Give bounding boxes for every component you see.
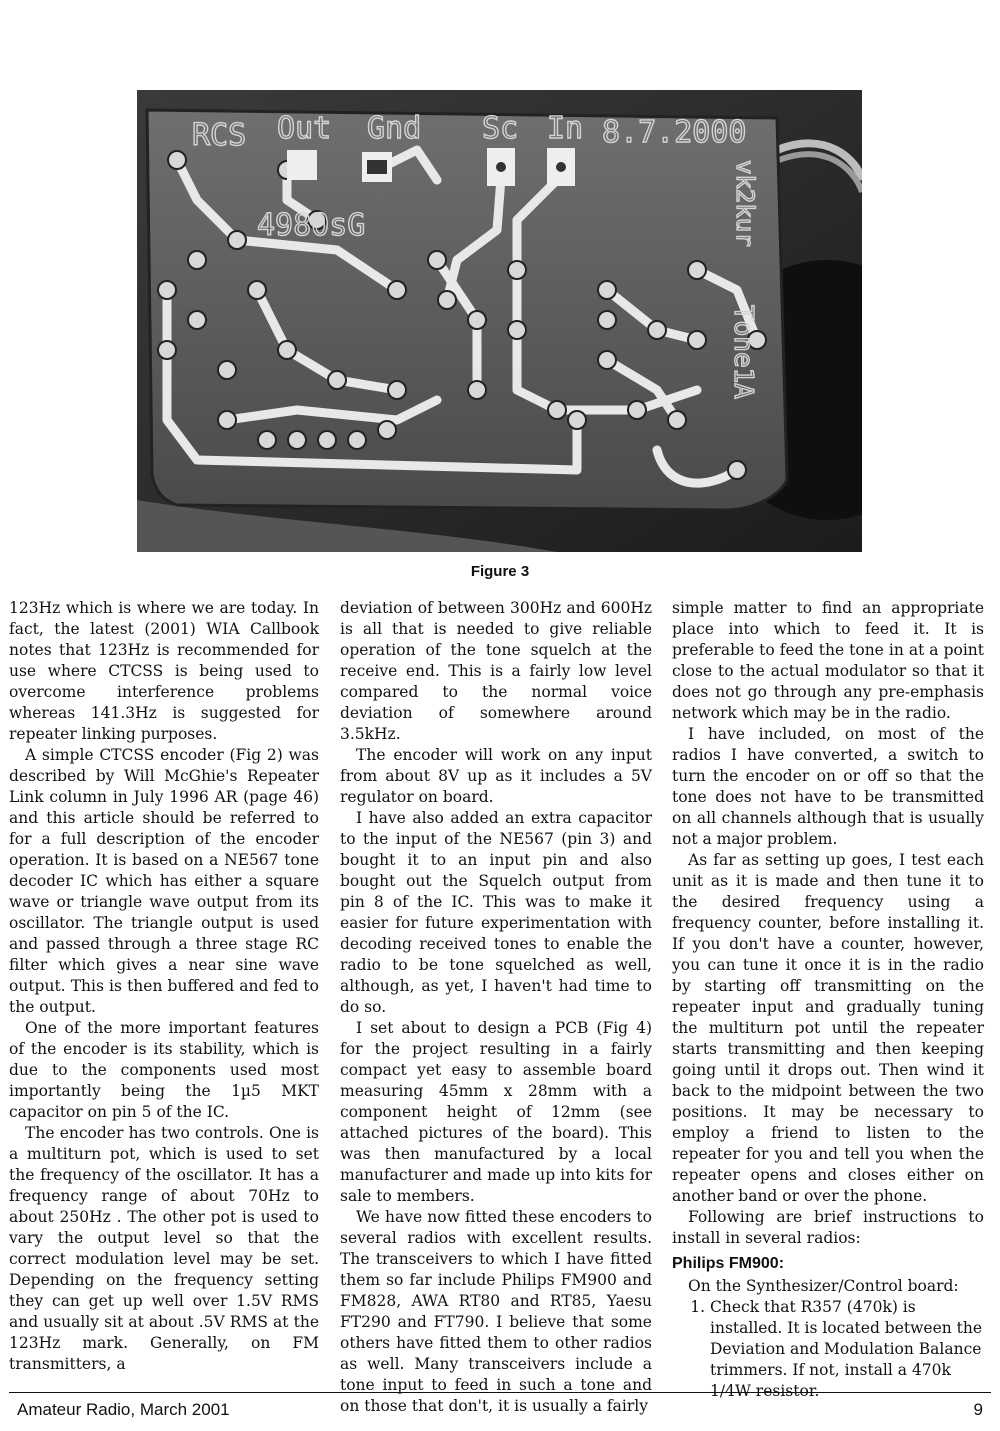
paragraph: I have also added an extra capacitor to the input of the NE567 (pin 3) and bought it to an input pin and also bought out the Squelch output from pin 8 of the IC. This was to make it easier for future experimentation with decoding received tones to enable the radio to be tone squelched as well, although, as yet, I haven't had time to do so. — [340, 809, 652, 1016]
paragraph: 123Hz which is where we are today. In fact, the latest (2001) WIA Callbook notes that 123Hz is recommended for use where CTCSS is being used to overcome interference problems whereas 141.3Hz is suggested for repeater linking purposes. — [9, 599, 319, 743]
board-label-board-name: Tone1A — [728, 305, 758, 399]
board-label-sc: Sc — [482, 111, 519, 146]
section-heading-philips-fm900: Philips FM900: — [672, 1255, 785, 1272]
paragraph: I have included, on most of the radios I have converted, a switch to turn the encoder on or off so that the tone does not have to be transmitted on all channels although that is usually not a major problem. — [672, 725, 984, 848]
paragraph: The encoder has two controls. One is a multiturn pot, which is used to set the frequency of the oscillator. It has a frequency range of about 70Hz to about 250Hz . The other pot is used to vary the output level so that the correct modulation level may be set. Depending on the frequency setting they can get up well over 1.5V RMS and usually sit at about .5V RMS at the 123Hz mark. Generally, on FM transmitters, a — [9, 1124, 319, 1373]
board-label-out: Out — [277, 111, 332, 146]
paragraph: As far as setting up goes, I test each unit as it is made and then tune it to the desired frequency using a frequency counter, before installing it. If you don't have a counter, however, you can tune it once it is in the radio by starting off transmitting on the repeater input and gradually tuning the multiturn pot until the repeater starts transmitting and then keeping going until it drops out. Then wind it back to the midpoint between the two positions. It may be necessary to employ a friend to listen to the repeater for you and tell you when the repeater opens and closes either on another band or over the phone. — [672, 851, 984, 1205]
board-label-date: 8.7.2000 — [602, 115, 747, 150]
paragraph: Following are brief instructions to install in several radios: — [672, 1208, 984, 1247]
text-column-1 — [9, 598, 319, 1375]
list-item: 1. Check that R357 (470k) is installed. It is located between the Deviation and Modulation Balance trimmers. If not, install a 470k 1/4W resistor. — [710, 1297, 984, 1402]
instruction-list — [672, 1297, 984, 1402]
board-label-in: In — [547, 111, 584, 146]
footer-page-number: 9 — [973, 1400, 983, 1419]
board-label-callsign: vk2kur — [731, 160, 759, 247]
paragraph: deviation of between 300Hz and 600Hz is all that is needed to give reliable operation of the tone squelch at the receive end. This is a fairly low level compared to the normal voice deviation of somewhere around 3.5kHz. — [340, 599, 652, 743]
text-column-2 — [340, 598, 652, 1417]
board-label-part-number: 4980sG — [257, 208, 366, 243]
paragraph: We have now fitted these encoders to several radios with excellent results. The transceivers to which I have fitted them so far include Philips FM900 and FM828, AWA RT80 and RT85, Yaesu FT290 and FT790. I believe that some others have fitted them to other radios as well. Many transceivers include a tone input to feed in such a tone and on those that don't, it is usually a fairly — [340, 1208, 652, 1415]
board-label-gnd: Gnd — [367, 111, 422, 146]
figure-caption: Figure 3 — [470, 563, 530, 580]
figure-3-photo — [137, 90, 862, 552]
paragraph: I set about to design a PCB (Fig 4) for the project resulting in a fairly compact yet easy to assemble board measuring 45mm x 28mm with a component height of 12mm (see attached pictures of the board). This was then manufactured by a local manufacturer and made up into kits for sale to members. — [340, 1019, 652, 1205]
footer-publication: Amateur Radio, March 2001 — [17, 1400, 230, 1419]
footer-divider — [9, 1392, 991, 1393]
paragraph: The encoder will work on any input from about 8V up as it includes a 5V regulator on board. — [340, 746, 652, 806]
paragraph: One of the more important features of the encoder is its stability, which is due to the components used most importantly being the 1µ5 MKT capacitor on pin 5 of the IC. — [9, 1019, 319, 1121]
pcb-photo-graphic — [137, 90, 862, 552]
text-column-3 — [672, 598, 984, 1402]
board-label-rcs: RCS — [192, 118, 247, 153]
paragraph: simple matter to find an appropriate place into which to feed it. It is preferable to feed the tone in at a point close to the actual modulator so that it does not go through any pre-emphasis network which may be in the radio. — [672, 599, 984, 722]
subheading-synth-board: On the Synthesizer/Control board: — [688, 1277, 959, 1295]
paragraph: A simple CTCSS encoder (Fig 2) was described by Will McGhie's Repeater Link column in July 1996 AR (page 46) and this article should be referred to for a full description of the encoder operation. It is based on a NE567 tone decoder IC which has either a square wave or triangle wave output from its oscillator. The triangle output is used and passed through a three stage RC filter which gives a near sine wave output. This is then buffered and fed to the output. — [9, 746, 319, 1016]
